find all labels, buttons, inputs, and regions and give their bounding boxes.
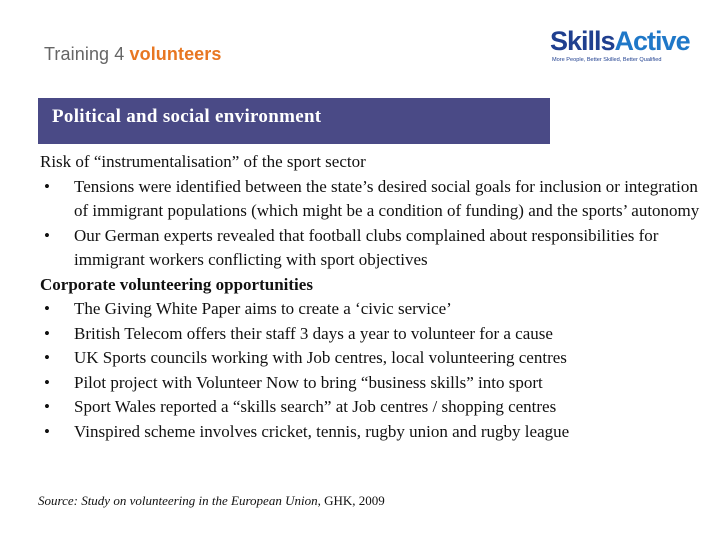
- intro-line: Risk of “instrumentalisation” of the sport sector: [40, 152, 366, 171]
- list-item: [40, 371, 710, 396]
- bullet-text: Sport Wales reported a “skills search” at Job centres / shopping centres: [74, 397, 557, 416]
- skillsactive-logo: [548, 20, 698, 70]
- bullet-icon: •: [44, 421, 50, 441]
- source-citation: [38, 493, 385, 509]
- svg-text:SkillsActive: SkillsActive: [550, 26, 690, 56]
- bullet-text: Vinspired scheme involves cricket, tennis, rugby union and rugby league: [74, 421, 570, 441]
- bullet-icon: •: [44, 397, 50, 416]
- list-item: [40, 297, 710, 322]
- list-item: [40, 346, 710, 371]
- bullet-text: The Giving White Paper aims to create a ‘civic service’: [74, 299, 452, 318]
- banner-text: Political and social environment: [52, 106, 322, 127]
- bullet-text: Our German experts revealed that football clubs complained about responsibilities for immigrant workers conflicting with sport objectives: [74, 225, 659, 269]
- slide-title: [44, 44, 222, 65]
- bullet-text: Pilot project with Volunteer Now to bring “business skills” into sport: [74, 372, 543, 392]
- list-item: [40, 175, 710, 224]
- list-item: [40, 420, 710, 445]
- list-item: [40, 322, 710, 347]
- bullet-icon: •: [44, 348, 50, 367]
- bullet-icon: •: [44, 323, 50, 343]
- section-heading: Corporate volunteering opportunities: [40, 274, 313, 294]
- bullet-text: Tensions were identified between the state’s desired social goals for inclusion or integration of immigrant populations (which might be a condition of funding) and the sports’ autonomy: [74, 176, 700, 220]
- bullet-icon: •: [44, 299, 50, 318]
- bullet-icon: •: [44, 176, 50, 196]
- list-item: [40, 395, 710, 420]
- bullet-icon: •: [44, 372, 50, 392]
- bullet-icon: •: [44, 225, 50, 245]
- source-italic: Source: Study on volunteering in the European Union: [38, 493, 318, 508]
- list-item: [40, 224, 710, 273]
- title-accent: volunteers: [129, 44, 222, 64]
- bullet-text: British Telecom offers their staff 3 days a year to volunteer for a cause: [74, 323, 553, 343]
- slide-content: [40, 150, 710, 444]
- source-plain: , GHK, 2009: [317, 493, 385, 508]
- bullet-text: UK Sports councils working with Job centres, local volunteering centres: [74, 348, 567, 367]
- svg-text:More People, Better Skilled, B: More People, Better Skilled, Better Qualified: [552, 57, 662, 63]
- title-prefix: Training 4: [44, 44, 130, 64]
